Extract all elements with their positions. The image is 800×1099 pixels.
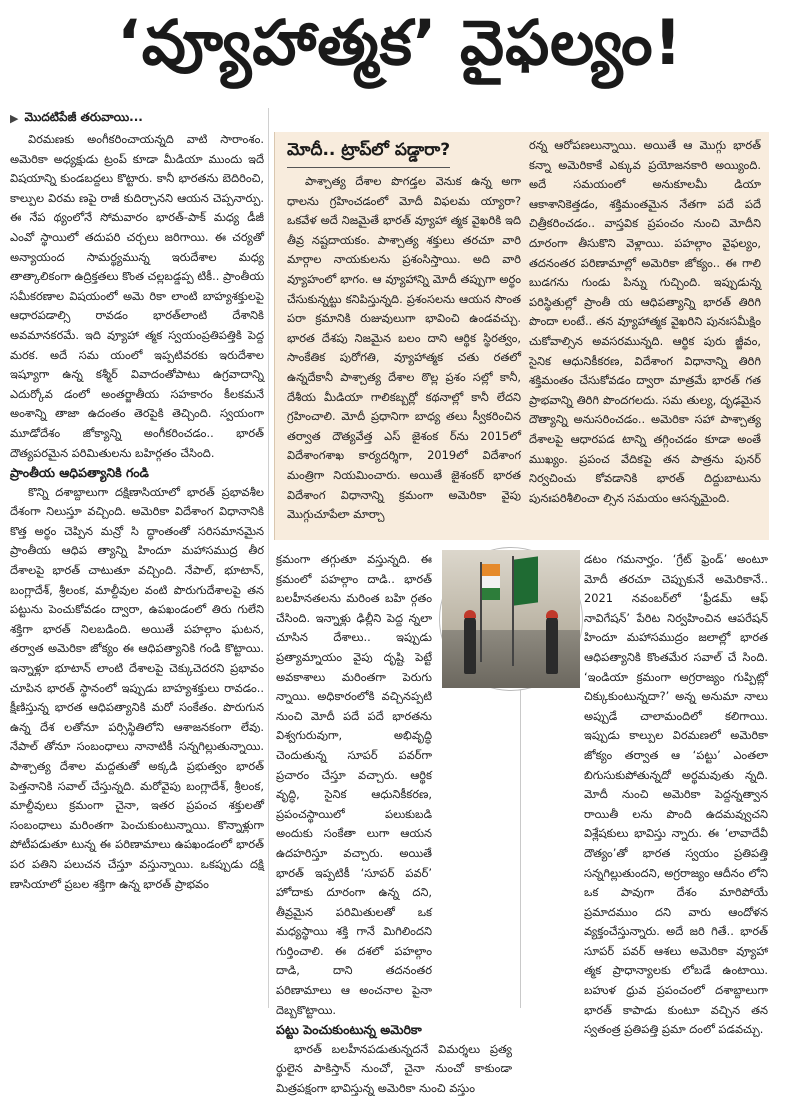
left-paragraph: విరమణకు అంగీకరించాయన్నది వాటి సారాంశం. అమెరికా అధ్యక్షుడు ట్రంప్ కూడా మీడియా ముందు ఇదే విషయాన్ని కుండబద్దలు కొట్టారు. కానీ భారతను బెదిరించి, కాల్పుల విరమ ణపై రాజీ కుదిర్చానని ఆయన చెప్పనార్పు. ఈ నేప థ్యంలోనే సోమవారం భారత్‌-పాక్ మధ్య డీజీ ఎంవో స్థాయిలో తదుపరి చర్చలు జరిగాయి. ఈ చర్యతో అన్యాయంద సామర్థ్యమున్న ఇరుదేశాల మధ్య తాత్కాలికంగా ఉద్రిక్తతలు కొంత చల్లబడ్డప్ప టికీ.. ప్రాంతీయ సమీకరణాల విషయంలో అమె రికా లాంటి బాహ్యశక్తులపై ఆధారపడాల్సి రావడం భారత్‌లాంటి దేశానికి అవమానకరమే. ఇది వ్యూహా త్మక స్వయంప్రతిపత్తికి పెద్ద మరక. అదే సమ యంలో ఇప్పటివరకు ఇరుదేశాల ఇష్యూగా ఉన్న కశ్మీర్ వివాదంతోపాటు ఉగ్రవాదాన్ని ఎదుర్కోవ డంలో అంతర్జాతీయ సహకారం కీలకమనే అంశాన్ని తాజా ఉదంతం తెరపైకి తెచ్చింది. స్వయంగా మూడోదేశం జోక్యాన్ని అంగీకరించడం.. భారత్ దౌత్యపరమైన పరిమితులను బహిర్గతం చేసింది.: [10, 132, 264, 460]
kicker-label: మొదటిపేజీ తరువాయి...: [24, 109, 143, 124]
column-divider: [268, 108, 269, 1008]
mid-paragraph: భారత్ బలహీనపడుతున్నదనే విమర్శలు ప్రత్య ర్థులైన పాకిస్తాన్ నుంచో, చైనా నుంచో కాకుండా మిత్రపక్షంగా భావిస్తున్న అమెరికా నుంచి వస్తుం: [276, 1041, 512, 1096]
sidebar-box-column: [287, 172, 521, 536]
left-paragraph: కొన్ని దశాబ్దాలుగా దక్షిణాసియాలో భారత్ ప్రభావశీల దేశంగా నిలుస్తూ వచ్చింది. అమెరికా విదేశాంగ విధానానికి కొత్త అర్థం చెప్పిన మన్రో సి ద్ధాంతంతో సరిసమానమైన ప్రాంతీయ ఆధిప త్యాన్ని హిందూ మహాసముద్ర తీర దేశాలపై భారత్ చాటుతూ వచ్చింది. నేపాల్, భూటాన్, బంగ్లాదేశ్, శ్రీలంక, మాల్దీవుల వంటి పొరుగుదేశాలపై తన పట్టును పెంచుకోవడం ద్వారా, ఉపఖండంలో తిరు గులేని శక్తిగా భారత్ నిలబడింది. అయితే పహల్గాం ఘటన, తర్వాత అమెరికా జోక్యం ఈ ఆధిపత్యానికి గండి కొట్టాయి. ఇన్నాళ్లూ భూటాన్ లాంటి దేశాలపై చెక్కుచెదరని ప్రభావం చూపిన భారత్ స్థానంలో ఇప్పుడు బాహ్యశక్తులు రావడం.. క్షీణిస్తున్న భారత ఆధిపత్యానికి మరో సంకేతం. పొరుగున ఉన్న దేశ లతోనూ పర్సిస్థితిలోని ఆశాజనకంగా లేవు. నేపాల్ తోనూ సంబంధాలు నానాటికీ సన్నగిల్లుతున్నాయి. పాశ్చాత్య దేశాల మద్దతుతో అక్కడి ప్రభుత్వం భారత్‌ పెత్తనానికి సవాల్ చేస్తున్నది. మరోవైపు బంగ్లాదేశ్, శ్రీలంక, మాల్దీవులు క్రమంగా చైనా, ఇతర ప్రపంచ శక్తులతో సంబంధాలు మరింతగా పెంచుకుంటున్నాయి. కొన్నాళ్లుగా పోటీపడుతూ టున్న ఈ పరిణామాలు ఉపఖండంలో భారత్ పర పతిని పలుచన చేస్తూ వస్తున్నాయి. ఒకప్పుడు దక్షి ణాసియాలో ప్రబల శక్తిగా ఉన్న భారత్ ప్రాభవం: [10, 484, 264, 891]
mid-paragraph: క్రమంగా తగ్గుతూ వస్తున్నది. ఈ క్రమంలో పహల్గాం దాడి.. భారత్ బలహీనతలను మరింత బహి ర్గతం చేసింది. ఇన్నాళ్లు ఢిల్లీని పెద్ద న్నలా చూసిన దేశాలు.. ఇప్పుడు ప్రత్యామ్నాయం వైపు దృష్టి పెట్టే అవకాశాలు మరింతగా పెరుగు న్నాయి. అధికారంలోకి వచ్చినప్పటి నుంచి మోదీ పదే పదే భారతను విశ్వగురువుగా, అభివృద్ధి చెందుతున్న సూపర్ పవర్‌గా ప్రచారం చేస్తూ వచ్చారు. ఆర్థిక వృద్ధి, సైనిక ఆధునికీకరణ, ప్రపంచస్థాయిలో పలుకుబడి అందుకు సంకేతా లుగా ఆయన ఉదహరిస్తూ వచ్చారు. అయితే భారత్ ఇప్పటికీ ‘సూపర్ పవర్’ హోదాకు దూరంగా ఉన్న దని, తీవ్రమైన పరిమితులతో ఒక మధ్యస్థాయి శక్తి గానే మిగిలిందని గుర్తించాలి. ఈ దశలో పహల్గాం దాడి, దాని తదనంతర పరిణామాలు ఆ అంచనాల పైనా దెబ్బకొట్టాయి.: [276, 552, 432, 1017]
left-article-column: [10, 130, 264, 1008]
sidebar-box-title: మోదీ.. ట్రాప్‌లో పడ్డారా?: [287, 140, 450, 168]
chevron-right-icon: ▶: [10, 111, 19, 125]
right-paragraph: డటం గమనార్హం. ‘గ్రేట్ ఫ్రెండ్’ అంటూ మోదీ తరచూ చెప్పుకునే అమెరికానే.. 2021 నవంబర్‌లో ‘ఫ్రీడమ్ ఆఫ్ నావిగేషన్’ పేరిట నిర్వహించిన ఆపరేషన్ హిందూ మహాసముద్రం జలాల్లో భారత ఆధిపత్యానికి కొంతమేర సవాల్ చే సింది. ‘ఇండియా క్రమంగా అగ్రరాజ్యం గుప్పిట్లో చిక్కుకుంటున్నదా?’ అన్న అనుమా నాలు అప్పుడే చాలామందిలో కలిగాయి. ఇప్పుడు కాల్పుల విరమణలో అమెరికా జోక్యం తర్వాత ఆ ‘పట్టు’ ఎంతలా బిగుసుకుపోతున్నదో అర్థమవుతు న్నది. మోదీ నుంచి అమెరికా పెద్దన్నత్వాన రాయితీ లను పొంది ఉదమవ్వుచని విశ్లేషకులు భావిస్తు న్నారు. ఈ ‘లావాదేవీ దౌత్యం’తో భారత స్వయం ప్రతిపత్తి సన్నగిల్లుతుందని, అగ్రరాజ్యం ఆదీనం లోని ఒక పావుగా దేశం మారిపోయే ప్రమాదముం దని వారు ఆందోళన వ్యక్తంచేస్తున్నారు. అదే జరి గితే.. భారత్ సూపర్ పవర్ ఆశలు అమెరికా వ్యూహా త్మక ప్రాధాన్యాలకు లోబడే ఉంటాయి. బహుళ ధ్రువ ప్రపంచంలో దశాబ్దాలుగా భారత్ కాపాడు కుంటూ వచ్చిన తన స్వతంత్ర ప్రతిపత్తి ప్రమా దంలో పడవచ్చు.: [584, 552, 768, 1037]
sidebar-box-column: [529, 136, 761, 536]
sidebar-paragraph: రన్న ఆరోపణలున్నాయి. అయితే ఆ మొగ్గు భారత్ కన్నా అమెరికాకే ఎక్కువ ప్రయోజనకారి అయ్యింది. అదే సమయంలో అనుకూలమీ డియా ఆకాశానికెత్తడం, శక్తిమంతమైన నేతగా పదే పదే చిత్రీకరించడం.. వాస్తవిక ప్రపంచం నుంచి మోదీని దూరంగా తీసుకొని వెళ్లాయి. పహల్గాం వైఫల్యం, తదనంతర పరిణామాల్లో అమెరికా జోక్యం.. ఈ గాలి బుడగను గుండు పిన్ను గుచ్చింది. ఇప్పుడున్న పరిస్థితుల్లో ప్రాంతీ య ఆధిపత్యాన్ని భారత్ తిరిగి పొందా లంటే.. తన వ్యూహాత్మక వైఖరిని పునఃసమీక్షిం చుకోవాల్సిన అవసరమున్నది. ఆర్థిక పురు జ్జీవం, సైనిక ఆధునికీకరణ, విదేశాంగ విధానాన్ని తిరిగి శక్తిమంతం చేసుకోవడం ద్వారా మాత్రమే భారత్ గత ప్రాభవాన్ని తిరిగి పొందగలదు. సమ తుల్య, దృఢమైన దౌత్యాన్ని అనుసరించడం.. అమెరికా సహా పాశ్చాత్య దేశాలపై ఆధారపడ టాన్ని తగ్గించడం కూడా అంతే ముఖ్యం. ప్రపంచ వేదికపై తన పాత్రను పునర్ నిర్వచించు కోవడానికి భారత్ దిద్దుబాటును పునఃపరిశీలించా ల్సిన సమయం ఆసన్నమైంది.: [529, 138, 761, 505]
border-ceremony-photo: [440, 548, 582, 690]
continuation-kicker: [10, 110, 143, 126]
headline: ‘వ్యూహాత్మక’ వైఫల్యం!: [117, 6, 683, 79]
sidebar-paragraph: పాశ్చాత్య దేశాల పొగడ్తల వెనుక ఉన్న అగా ధాలను గ్రహించడంలో మోదీ విఫలమ య్యారా? ఒకవేళ అదే నిజమైతే భారత్ వ్యూహా త్మక వైఖరికి ఇది తీవ్ర నష్టదాయకం. పాశ్చాత్య శక్తులు తరచూ వారి మార్గాల నాయకులను ప్రశంసిస్తాయి. అది వారి వ్యూహంలో భాగం. ఆ వ్యూహాన్ని మోదీ తప్పుగా అర్థం చేసుకున్నట్టు కనిపిస్తున్నది. ప్రశంసలను ఆయన సొంత పరా క్రమానికి రుజువులుగా భావించి ఉండవచ్చు. భారత దేశపు నిజమైన బలం దాని ఆర్థిక స్థిరత్వం, సాంకేతిక పురోగతి, వ్యూహాత్మక చతు రతలో ఉన్నదేకానీ పాశ్చాత్య దేశాల ఠొల్ల ప్రశం సల్లో కానీ, దేశీయ మీడియా గాలికబ్బర్లో కథనాల్లో కానీ లేదని గ్రహించాలి. మోదీ ప్రధానిగా బాధ్య తలు స్వీకరించిన తర్వాత దౌత్యవేత్త ఎస్ జైశంక ర్‌ను 2015లో విదేశాంగశాఖ కార్యదర్శిగా, 2019లో విదేశాంగ మంత్రిగా నియమించారు. అయితే జైశంకర్ భారత విదేశాంగ విధానాన్ని క్రమంగా అమెరికా వైపు మొగ్గుచూపేలా మార్చా: [287, 174, 521, 522]
sidebar-box: [274, 132, 769, 540]
section-subhead: పట్టు పెంచుకుంటున్న అమెరికా: [276, 1022, 422, 1038]
section-subhead: ప్రాంతీయ ఆధిపత్యానికి గండి: [10, 465, 149, 481]
